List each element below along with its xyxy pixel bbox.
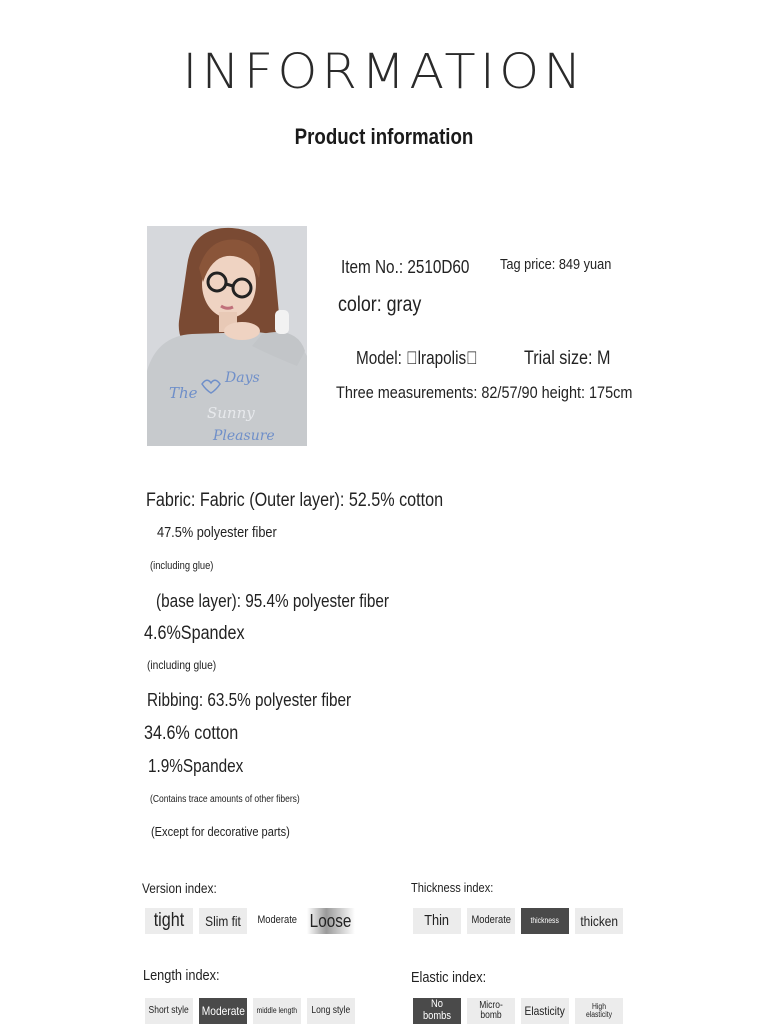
length-option-long-style: Long style	[307, 998, 355, 1024]
page-title: INFORMATION	[182, 44, 586, 100]
thickness-index-scale	[413, 908, 623, 934]
thickness-option-moderate: Moderate	[467, 908, 515, 934]
model-illustration	[147, 226, 307, 446]
fabric-line: Fabric: Fabric (Outer layer): 52.5% cotton	[146, 490, 444, 511]
item-number: Item No.: 2510D60	[341, 257, 470, 277]
fabric-line: (Except for decorative parts)	[151, 824, 290, 839]
product-color: color: gray	[338, 293, 422, 316]
fabric-line: (including glue)	[150, 560, 214, 572]
fabric-line: 4.6%Spandex	[144, 623, 245, 644]
fabric-line: (including glue)	[147, 658, 217, 672]
fabric-line: 1.9%Spandex	[148, 756, 244, 776]
elastic-option-high-elasticity: High elasticity	[575, 998, 623, 1024]
fabric-line: (Contains trace amounts of other fibers)	[150, 794, 300, 805]
sweater-text-4: Pleasure	[213, 428, 275, 444]
version-option-tight: tight	[145, 908, 193, 934]
sweater-text-2: Days	[225, 370, 260, 386]
thickness-option-thicken: thicken	[575, 908, 623, 934]
fabric-line: 34.6% cotton	[144, 723, 239, 744]
thickness-index-title: Thickness index:	[411, 880, 494, 895]
trial-size: Trial size: M	[524, 348, 611, 369]
model-photo	[147, 226, 307, 446]
elastic-option-micro-bomb: Micro-bomb	[467, 998, 515, 1024]
sweater-text-3: Sunny	[207, 404, 255, 422]
version-option-moderate: Moderate	[253, 908, 301, 934]
fabric-line: Ribbing: 63.5% polyester fiber	[147, 690, 352, 710]
fabric-line: (base layer): 95.4% polyester fiber	[156, 591, 390, 611]
elastic-index-scale	[413, 998, 623, 1024]
version-index-scale	[145, 908, 355, 934]
thickness-option-thickness: thickness	[521, 908, 569, 934]
model-name: Model:  lrapolis 	[356, 348, 478, 368]
length-option-moderate: Moderate	[199, 998, 247, 1024]
length-index-title: Length index:	[143, 967, 220, 984]
length-option-middle-length: middle length	[253, 998, 301, 1024]
section-subtitle: Product information	[294, 124, 474, 149]
thickness-option-thin: Thin	[413, 908, 461, 934]
sweater-text-1: The	[169, 384, 198, 402]
elastic-index-title: Elastic index:	[411, 969, 487, 986]
version-index-title: Version index:	[142, 880, 217, 896]
elastic-option-no-bombs: No bombs	[413, 998, 461, 1024]
version-option-slim-fit: Slim fit	[199, 908, 247, 934]
tag-price: Tag price: 849 yuan	[500, 256, 612, 273]
length-index-scale	[145, 998, 355, 1024]
elastic-option-elasticity: Elasticity	[521, 998, 569, 1024]
fabric-line: 47.5% polyester fiber	[157, 524, 277, 541]
model-measurements: Three measurements: 82/57/90 height: 175cm	[336, 383, 633, 402]
version-option-loose: Loose	[307, 908, 355, 934]
length-option-short-style: Short style	[145, 998, 193, 1024]
